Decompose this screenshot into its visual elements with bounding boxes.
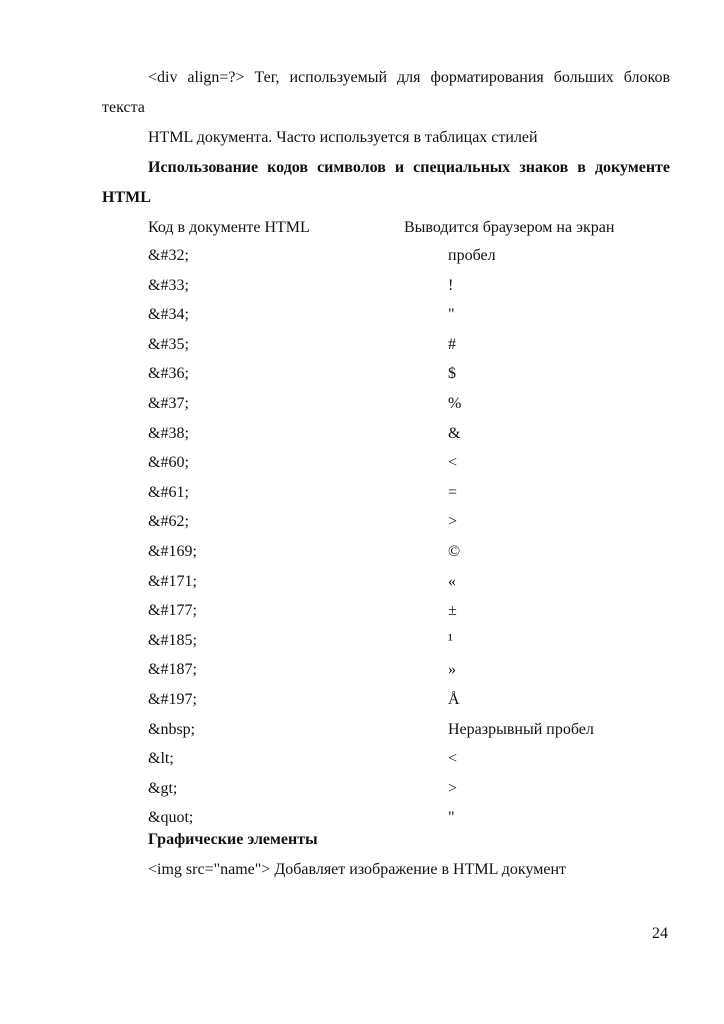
table-cell-output: < [448, 750, 458, 768]
table-header-code: Код в документе HTML [148, 219, 310, 236]
table-cell-output: » [448, 661, 456, 679]
table-row [148, 335, 668, 355]
table-row [148, 779, 668, 799]
paragraph-div-tag-line-2: текста [102, 99, 145, 116]
table-row [148, 542, 668, 562]
table-header-output: Выводится браузером на экран [404, 219, 615, 236]
table-cell-output: $ [448, 365, 456, 383]
paragraph-div-tag-line-1: <div align=?> Тег, используемый для форматирования больших блоков [148, 69, 670, 86]
table-cell-code: &#33; [148, 276, 189, 294]
table-cell-output: > [448, 779, 458, 797]
section-heading-char-codes-line-1: Использование кодов символов и специальных знаков в документе [148, 159, 670, 176]
table-row [148, 631, 668, 651]
table-row [148, 305, 668, 325]
table-cell-output: = [448, 483, 458, 501]
table-cell-code: &#34; [148, 306, 189, 324]
table-cell-output: Å [448, 691, 460, 708]
paragraph-div-tag-line-3: HTML документа. Часто используется в таблицах стилей [148, 129, 538, 146]
table-row [148, 512, 668, 532]
table-row [148, 749, 668, 769]
table-cell-output: " [448, 306, 455, 324]
table-cell-code: &#169; [148, 543, 197, 560]
table-row [148, 453, 668, 473]
table-row [148, 572, 668, 592]
table-cell-output: ± [448, 602, 457, 620]
section-heading-char-codes-line-2: HTML [102, 189, 151, 206]
page-number: 24 [652, 925, 668, 942]
table-cell-code: &#171; [148, 572, 197, 590]
table-row [148, 720, 668, 740]
table-cell-output: « [448, 572, 456, 590]
table-cell-output: © [448, 543, 461, 560]
table-cell-code: &#35; [148, 335, 189, 353]
table-row [148, 246, 668, 266]
img-tag-description: <img src="name"> Добавляет изображение в HTML документ [148, 861, 567, 878]
table-cell-output: " [448, 809, 455, 827]
table-cell-code: &gt; [148, 779, 178, 797]
table-cell-code: &#36; [148, 365, 189, 383]
table-cell-output: # [448, 335, 456, 353]
table-cell-code: &quot; [148, 809, 194, 827]
table-cell-code: &nbsp; [148, 720, 196, 738]
table-cell-output: пробел [448, 247, 496, 264]
table-row [148, 601, 668, 621]
table-cell-code: &#197; [148, 691, 197, 708]
table-cell-output: Неразрывный пробел [448, 720, 594, 738]
table-cell-code: &#61; [148, 483, 189, 501]
table-row [148, 808, 668, 828]
section-heading-graphics: Графические элементы [148, 831, 318, 848]
table-cell-code: &#185; [148, 631, 197, 649]
table-row [148, 483, 668, 503]
table-row [148, 276, 668, 296]
table-row [148, 660, 668, 680]
table-row [148, 394, 668, 414]
table-cell-code: &#60; [148, 454, 189, 472]
table-cell-code: &#37; [148, 395, 189, 412]
table-cell-code: &#62; [148, 513, 189, 531]
table-cell-output: < [448, 454, 458, 472]
table-row [148, 690, 668, 710]
table-row [148, 424, 668, 444]
table-cell-code: &#187; [148, 661, 197, 679]
table-cell-output: & [448, 424, 461, 442]
table-cell-code: &#177; [148, 602, 197, 620]
table-cell-code: &#38; [148, 424, 189, 442]
table-cell-output: ! [448, 276, 454, 294]
table-cell-code: &lt; [148, 750, 174, 768]
table-row [148, 364, 668, 384]
table-cell-output: > [448, 513, 458, 531]
table-cell-output: ¹ [448, 631, 453, 649]
table-cell-code: &#32; [148, 247, 189, 264]
table-cell-output: % [448, 395, 462, 412]
